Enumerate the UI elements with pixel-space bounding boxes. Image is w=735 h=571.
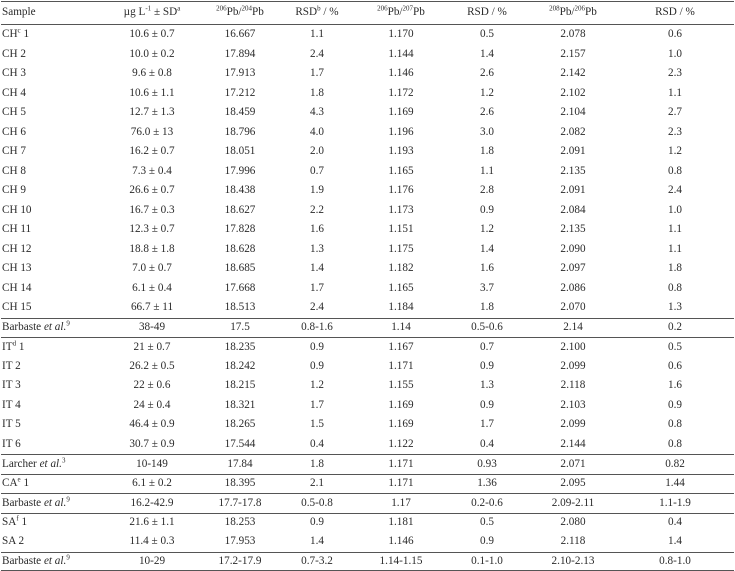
cell-ratio-206-204: 17.953 — [200, 536, 280, 547]
table-row — [1, 84, 734, 104]
cell-sample: $SA^f$ 1 — [1, 517, 104, 528]
header-ratio-208-206: $^{208}$Pb/$^{206}$Pb — [526, 7, 620, 18]
cell-ratio-206-204: 18.235 — [200, 342, 280, 353]
cell-ratio-208-206: 2.090 — [526, 244, 620, 255]
table-row — [1, 259, 734, 279]
cell-ratio-206-204: 18.796 — [200, 127, 280, 138]
cell-ratio-208-206: 2.099 — [526, 361, 620, 372]
cell-ratio-208-206: 2.091 — [526, 185, 620, 196]
cell-sample: IT 3 — [1, 380, 104, 391]
cell-rsd-1: 4.0 — [280, 127, 354, 138]
cell-ratio-206-204: 17.668 — [200, 283, 280, 294]
cell-ratio-206-204: 17.894 — [200, 49, 280, 60]
cell-concentration: 22 ± 0.6 — [104, 380, 200, 391]
cell-rsd-1: 0.9 — [280, 342, 354, 353]
cell-ratio-208-206: 2.071 — [526, 459, 620, 470]
cell-rsd-2: 0.9 — [448, 361, 526, 372]
table-row — [1, 337, 734, 357]
cell-rsd-3: 1.44 — [620, 478, 730, 489]
cell-ratio-206-207: 1.175 — [354, 244, 448, 255]
cell-rsd-2: 1.4 — [448, 244, 526, 255]
cell-ratio-206-204: 18.459 — [200, 107, 280, 118]
cell-sample: $CA^e$ 1 — [1, 478, 104, 489]
cell-rsd-1: 1.4 — [280, 263, 354, 274]
cell-rsd-3: 1.0 — [620, 49, 730, 60]
cell-rsd-1: 0.5-0.8 — [280, 498, 354, 509]
cell-rsd-3: 1.0 — [620, 205, 730, 216]
cell-rsd-2: 1.8 — [448, 302, 526, 313]
cell-sample: CH 13 — [1, 263, 104, 274]
isotope-ratio-table — [1, 1, 734, 571]
cell-ratio-208-206: 2.10-2.13 — [526, 556, 620, 567]
cell-sample: CH 8 — [1, 166, 104, 177]
cell-sample: Larcher et al.$^3$ — [1, 459, 104, 470]
header-concentration: µg $L^{-1} \pm SD^a$ — [104, 7, 200, 18]
cell-ratio-206-207: 1.169 — [354, 419, 448, 430]
cell-ratio-206-204: 17.84 — [200, 459, 280, 470]
cell-rsd-1: 4.3 — [280, 107, 354, 118]
cell-ratio-206-204: 18.253 — [200, 517, 280, 528]
cell-rsd-2: 0.5 — [448, 517, 526, 528]
cell-sample: Barbaste et al.$^9$ — [1, 498, 104, 509]
cell-ratio-208-206: 2.118 — [526, 536, 620, 547]
cell-rsd-3: 0.6 — [620, 361, 730, 372]
cell-rsd-3: 0.8 — [620, 166, 730, 177]
cell-ratio-206-204: 18.395 — [200, 478, 280, 489]
cell-ratio-208-206: 2.099 — [526, 419, 620, 430]
cell-rsd-3: 0.8-1.0 — [620, 556, 730, 567]
cell-rsd-1: 1.5 — [280, 419, 354, 430]
cell-sample: CH 4 — [1, 88, 104, 99]
table-row — [1, 298, 734, 318]
cell-ratio-206-204: 18.627 — [200, 205, 280, 216]
cell-rsd-2: 1.2 — [448, 88, 526, 99]
table-row — [1, 513, 734, 533]
cell-ratio-206-207: 1.14-1.15 — [354, 556, 448, 567]
cell-sample: CH 9 — [1, 185, 104, 196]
cell-concentration: 16.2 ± 0.7 — [104, 146, 200, 157]
cell-rsd-1: 1.8 — [280, 459, 354, 470]
cell-ratio-206-207: 1.193 — [354, 146, 448, 157]
table-row — [1, 240, 734, 260]
cell-rsd-2: 1.2 — [448, 224, 526, 235]
cell-sample: IT 5 — [1, 419, 104, 430]
cell-ratio-208-206: 2.080 — [526, 517, 620, 528]
cell-ratio-206-207: 1.170 — [354, 29, 448, 40]
cell-concentration: 6.1 ± 0.4 — [104, 283, 200, 294]
cell-rsd-1: 1.1 — [280, 29, 354, 40]
cell-rsd-2: 2.8 — [448, 185, 526, 196]
cell-rsd-1: 0.4 — [280, 439, 354, 450]
table-row — [1, 415, 734, 435]
cell-ratio-208-206: 2.157 — [526, 49, 620, 60]
cell-ratio-206-204: 16.667 — [200, 29, 280, 40]
cell-rsd-1: 1.6 — [280, 224, 354, 235]
header-rsd-3: RSD / % — [620, 7, 730, 18]
cell-ratio-206-207: 1.173 — [354, 205, 448, 216]
cell-rsd-2: 0.9 — [448, 536, 526, 547]
cell-rsd-3: 2.3 — [620, 68, 730, 79]
cell-ratio-206-204: 17.544 — [200, 439, 280, 450]
header-sample: Sample — [1, 7, 104, 18]
table-row — [1, 357, 734, 377]
cell-sample: CH 11 — [1, 224, 104, 235]
table-row — [1, 493, 734, 513]
cell-ratio-206-204: 17.7-17.8 — [200, 498, 280, 509]
cell-concentration: 66.7 ± 11 — [104, 302, 200, 313]
cell-ratio-206-207: 1.122 — [354, 439, 448, 450]
cell-rsd-3: 0.8 — [620, 419, 730, 430]
cell-ratio-208-206: 2.097 — [526, 263, 620, 274]
table-row — [1, 201, 734, 221]
cell-concentration: 10-29 — [104, 556, 200, 567]
cell-ratio-208-206: 2.102 — [526, 88, 620, 99]
cell-ratio-206-204: 18.685 — [200, 263, 280, 274]
cell-rsd-3: 0.9 — [620, 400, 730, 411]
cell-ratio-208-206: 2.118 — [526, 380, 620, 391]
cell-sample: $IT^d$ 1 — [1, 342, 104, 353]
cell-rsd-2: 0.1-1.0 — [448, 556, 526, 567]
cell-rsd-2: 1.6 — [448, 263, 526, 274]
cell-rsd-2: 0.2-0.6 — [448, 498, 526, 509]
cell-ratio-206-204: 18.265 — [200, 419, 280, 430]
cell-ratio-206-207: 1.17 — [354, 498, 448, 509]
cell-concentration: 10.0 ± 0.2 — [104, 49, 200, 60]
cell-sample: CH 12 — [1, 244, 104, 255]
cell-concentration: 21 ± 0.7 — [104, 342, 200, 353]
cell-ratio-206-207: 1.176 — [354, 185, 448, 196]
cell-sample: IT 2 — [1, 361, 104, 372]
cell-concentration: 12.7 ± 1.3 — [104, 107, 200, 118]
cell-rsd-1: 2.4 — [280, 302, 354, 313]
cell-sample: CH 10 — [1, 205, 104, 216]
cell-ratio-206-207: 1.196 — [354, 127, 448, 138]
cell-rsd-1: 1.7 — [280, 283, 354, 294]
cell-concentration: 46.4 ± 0.9 — [104, 419, 200, 430]
cell-ratio-208-206: 2.100 — [526, 342, 620, 353]
cell-rsd-1: 1.9 — [280, 185, 354, 196]
cell-rsd-2: 0.9 — [448, 205, 526, 216]
table-row — [1, 532, 734, 552]
cell-sample: $CH^c$ 1 — [1, 29, 104, 40]
cell-concentration: 7.0 ± 0.7 — [104, 263, 200, 274]
cell-ratio-208-206: 2.086 — [526, 283, 620, 294]
cell-ratio-208-206: 2.103 — [526, 400, 620, 411]
cell-sample: Barbaste et al.$^9$ — [1, 322, 104, 333]
table-row — [1, 162, 734, 182]
table-row — [1, 376, 734, 396]
cell-rsd-2: 1.7 — [448, 419, 526, 430]
table-row — [1, 396, 734, 416]
cell-ratio-206-204: 17.913 — [200, 68, 280, 79]
cell-rsd-1: 0.9 — [280, 361, 354, 372]
cell-ratio-206-207: 1.172 — [354, 88, 448, 99]
cell-rsd-3: 0.8 — [620, 283, 730, 294]
cell-rsd-2: 1.8 — [448, 146, 526, 157]
cell-concentration: 12.3 ± 0.7 — [104, 224, 200, 235]
cell-sample: CH 7 — [1, 146, 104, 157]
cell-rsd-3: 1.1 — [620, 224, 730, 235]
cell-ratio-208-206: 2.142 — [526, 68, 620, 79]
cell-ratio-206-207: 1.155 — [354, 380, 448, 391]
cell-rsd-2: 0.5-0.6 — [448, 322, 526, 333]
cell-ratio-208-206: 2.095 — [526, 478, 620, 489]
cell-concentration: 6.1 ± 0.2 — [104, 478, 200, 489]
cell-ratio-206-204: 17.5 — [200, 322, 280, 333]
cell-rsd-3: 1.2 — [620, 146, 730, 157]
table-row — [1, 64, 734, 84]
cell-sample: CH 3 — [1, 68, 104, 79]
table-row — [1, 454, 734, 474]
cell-rsd-3: 1.1 — [620, 244, 730, 255]
cell-ratio-206-207: 1.146 — [354, 536, 448, 547]
cell-ratio-206-207: 1.165 — [354, 166, 448, 177]
cell-rsd-2: 1.3 — [448, 380, 526, 391]
cell-rsd-1: 0.8-1.6 — [280, 322, 354, 333]
cell-rsd-3: 2.7 — [620, 107, 730, 118]
cell-rsd-1: 2.2 — [280, 205, 354, 216]
cell-rsd-2: 2.6 — [448, 68, 526, 79]
cell-ratio-206-204: 18.628 — [200, 244, 280, 255]
cell-rsd-2: 2.6 — [448, 107, 526, 118]
cell-ratio-206-204: 18.438 — [200, 185, 280, 196]
cell-concentration: 18.8 ± 1.8 — [104, 244, 200, 255]
cell-sample: CH 5 — [1, 107, 104, 118]
cell-rsd-2: 0.5 — [448, 29, 526, 40]
table-row — [1, 435, 734, 455]
cell-rsd-3: 0.82 — [620, 459, 730, 470]
table-row — [1, 103, 734, 123]
cell-concentration: 16.2-42.9 — [104, 498, 200, 509]
cell-rsd-3: 0.6 — [620, 29, 730, 40]
table-row — [1, 220, 734, 240]
cell-rsd-3: 0.8 — [620, 439, 730, 450]
cell-concentration: 10.6 ± 0.7 — [104, 29, 200, 40]
cell-rsd-2: 0.9 — [448, 400, 526, 411]
cell-rsd-1: 0.7 — [280, 166, 354, 177]
cell-ratio-206-204: 18.215 — [200, 380, 280, 391]
cell-ratio-208-206: 2.144 — [526, 439, 620, 450]
cell-rsd-1: 1.8 — [280, 88, 354, 99]
cell-concentration: 26.2 ± 0.5 — [104, 361, 200, 372]
cell-sample: IT 6 — [1, 439, 104, 450]
table-row — [1, 279, 734, 299]
cell-ratio-206-207: 1.171 — [354, 478, 448, 489]
cell-sample: CH 15 — [1, 302, 104, 313]
cell-rsd-1: 1.7 — [280, 400, 354, 411]
cell-ratio-206-207: 1.171 — [354, 361, 448, 372]
cell-rsd-3: 1.1-1.9 — [620, 498, 730, 509]
cell-ratio-206-207: 1.184 — [354, 302, 448, 313]
cell-rsd-1: 1.2 — [280, 380, 354, 391]
cell-rsd-2: 1.1 — [448, 166, 526, 177]
header-ratio-206-204: $^{206}$Pb/$^{204}$Pb — [200, 7, 280, 18]
cell-ratio-206-204: 18.051 — [200, 146, 280, 157]
cell-ratio-208-206: 2.104 — [526, 107, 620, 118]
cell-rsd-1: 2.1 — [280, 478, 354, 489]
cell-concentration: 76.0 ± 13 — [104, 127, 200, 138]
table-row — [1, 181, 734, 201]
cell-rsd-3: 1.1 — [620, 88, 730, 99]
cell-sample: CH 2 — [1, 49, 104, 60]
cell-concentration: 9.6 ± 0.8 — [104, 68, 200, 79]
cell-rsd-2: 3.7 — [448, 283, 526, 294]
cell-ratio-208-206: 2.135 — [526, 166, 620, 177]
cell-concentration: 24 ± 0.4 — [104, 400, 200, 411]
cell-ratio-206-207: 1.167 — [354, 342, 448, 353]
cell-rsd-1: 1.7 — [280, 68, 354, 79]
cell-sample: CH 14 — [1, 283, 104, 294]
cell-ratio-206-207: 1.169 — [354, 400, 448, 411]
cell-ratio-206-207: 1.169 — [354, 107, 448, 118]
cell-ratio-206-207: 1.14 — [354, 322, 448, 333]
cell-rsd-3: 0.4 — [620, 517, 730, 528]
cell-rsd-2: 0.7 — [448, 342, 526, 353]
cell-ratio-206-207: 1.151 — [354, 224, 448, 235]
cell-ratio-206-207: 1.146 — [354, 68, 448, 79]
table-row — [1, 474, 734, 494]
cell-concentration: 30.7 ± 0.9 — [104, 439, 200, 450]
cell-ratio-208-206: 2.084 — [526, 205, 620, 216]
cell-rsd-3: 1.6 — [620, 380, 730, 391]
cell-rsd-1: 0.9 — [280, 517, 354, 528]
cell-ratio-206-207: 1.181 — [354, 517, 448, 528]
cell-concentration: 16.7 ± 0.3 — [104, 205, 200, 216]
cell-sample: Barbaste et al.$^9$ — [1, 556, 104, 567]
cell-ratio-206-204: 17.212 — [200, 88, 280, 99]
table-header-row — [1, 1, 734, 25]
cell-rsd-2: 1.4 — [448, 49, 526, 60]
cell-ratio-206-204: 18.242 — [200, 361, 280, 372]
cell-rsd-2: 0.93 — [448, 459, 526, 470]
cell-ratio-206-204: 18.513 — [200, 302, 280, 313]
cell-concentration: 26.6 ± 0.7 — [104, 185, 200, 196]
cell-concentration: 7.3 ± 0.4 — [104, 166, 200, 177]
table-row — [1, 45, 734, 65]
cell-rsd-1: 1.3 — [280, 244, 354, 255]
cell-ratio-206-204: 17.996 — [200, 166, 280, 177]
cell-ratio-206-207: 1.144 — [354, 49, 448, 60]
cell-ratio-206-207: 1.165 — [354, 283, 448, 294]
cell-rsd-3: 0.5 — [620, 342, 730, 353]
header-ratio-206-207: $^{206}$Pb/$^{207}$Pb — [354, 7, 448, 18]
table-row — [1, 552, 734, 571]
cell-rsd-3: 2.4 — [620, 185, 730, 196]
cell-ratio-208-206: 2.14 — [526, 322, 620, 333]
cell-rsd-3: 2.3 — [620, 127, 730, 138]
cell-ratio-208-206: 2.078 — [526, 29, 620, 40]
cell-sample: SA 2 — [1, 536, 104, 547]
table-row — [1, 25, 734, 45]
header-rsd-2: RSD / % — [448, 7, 526, 18]
cell-ratio-206-204: 17.2-17.9 — [200, 556, 280, 567]
cell-rsd-3: 0.2 — [620, 322, 730, 333]
cell-ratio-208-206: 2.091 — [526, 146, 620, 157]
table-body — [1, 25, 734, 571]
cell-concentration: 10.6 ± 1.1 — [104, 88, 200, 99]
cell-rsd-2: 1.36 — [448, 478, 526, 489]
cell-rsd-1: 1.4 — [280, 536, 354, 547]
cell-ratio-206-204: 18.321 — [200, 400, 280, 411]
cell-rsd-1: 2.0 — [280, 146, 354, 157]
cell-concentration: 10-149 — [104, 459, 200, 470]
cell-rsd-3: 1.4 — [620, 536, 730, 547]
cell-rsd-3: 1.3 — [620, 302, 730, 313]
cell-sample: IT 4 — [1, 400, 104, 411]
cell-concentration: 11.4 ± 0.3 — [104, 536, 200, 547]
cell-ratio-208-206: 2.09-2.11 — [526, 498, 620, 509]
cell-rsd-1: 2.4 — [280, 49, 354, 60]
cell-ratio-206-207: 1.171 — [354, 459, 448, 470]
cell-rsd-2: 3.0 — [448, 127, 526, 138]
cell-concentration: 38-49 — [104, 322, 200, 333]
table-row — [1, 142, 734, 162]
cell-sample: CH 6 — [1, 127, 104, 138]
cell-concentration: 21.6 ± 1.1 — [104, 517, 200, 528]
table-row — [1, 123, 734, 143]
cell-ratio-208-206: 2.082 — [526, 127, 620, 138]
cell-ratio-206-204: 17.828 — [200, 224, 280, 235]
cell-rsd-1: 0.7-3.2 — [280, 556, 354, 567]
header-rsd-1: RSD$^b$ / % — [280, 7, 354, 18]
cell-ratio-208-206: 2.070 — [526, 302, 620, 313]
cell-ratio-206-207: 1.182 — [354, 263, 448, 274]
cell-ratio-208-206: 2.135 — [526, 224, 620, 235]
cell-rsd-2: 0.4 — [448, 439, 526, 450]
cell-rsd-3: 1.8 — [620, 263, 730, 274]
table-row — [1, 318, 734, 338]
